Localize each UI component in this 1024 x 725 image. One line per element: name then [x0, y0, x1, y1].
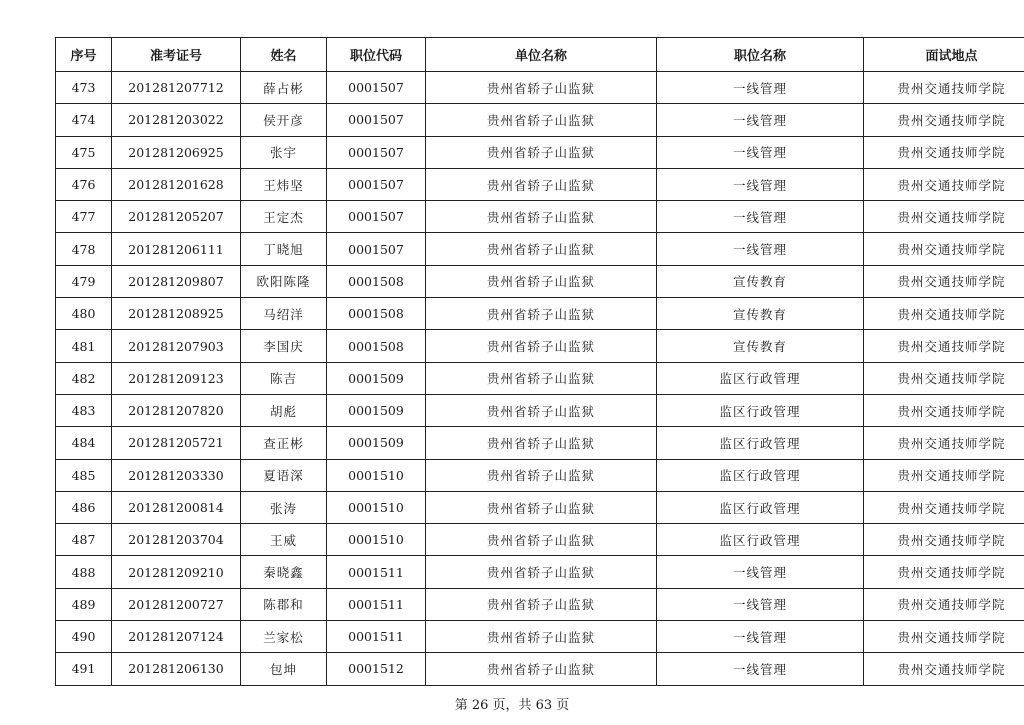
table-row — [56, 72, 1024, 104]
cell-seq: 483 — [56, 394, 112, 426]
table-row — [56, 588, 1024, 620]
cell-position-code: 0001509 — [327, 394, 426, 426]
table-row — [56, 556, 1024, 588]
cell-position-name: 一线管理 — [657, 72, 864, 104]
cell-unit-name: 贵州省轿子山监狱 — [426, 265, 657, 297]
cell-seq: 475 — [56, 136, 112, 168]
cell-position-name: 一线管理 — [657, 104, 864, 136]
table-row — [56, 168, 1024, 200]
table-row — [56, 136, 1024, 168]
cell-name: 丁晓旭 — [241, 233, 327, 265]
cell-unit-name: 贵州省轿子山监狱 — [426, 556, 657, 588]
cell-name: 王威 — [241, 524, 327, 556]
cell-seq: 487 — [56, 524, 112, 556]
cell-position-code: 0001511 — [327, 588, 426, 620]
cell-ticket-number: 201281200727 — [112, 588, 241, 620]
cell-unit-name: 贵州省轿子山监狱 — [426, 588, 657, 620]
cell-position-name: 宣传教育 — [657, 265, 864, 297]
cell-name: 胡彪 — [241, 394, 327, 426]
cell-unit-name: 贵州省轿子山监狱 — [426, 233, 657, 265]
cell-name: 陈吉 — [241, 362, 327, 394]
cell-position-name: 监区行政管理 — [657, 459, 864, 491]
cell-position-code: 0001508 — [327, 330, 426, 362]
cell-ticket-number: 201281207124 — [112, 621, 241, 653]
cell-name: 马绍洋 — [241, 298, 327, 330]
cell-name: 包坤 — [241, 653, 327, 685]
cell-position-name: 一线管理 — [657, 653, 864, 685]
column-header-interview-location: 面试地点 — [864, 38, 1024, 72]
cell-name: 王炜坚 — [241, 168, 327, 200]
cell-seq: 479 — [56, 265, 112, 297]
table-row — [56, 524, 1024, 556]
cell-position-name: 一线管理 — [657, 588, 864, 620]
cell-interview-location: 贵州交通技师学院 — [864, 427, 1024, 459]
cell-position-code: 0001509 — [327, 427, 426, 459]
cell-ticket-number: 201281203022 — [112, 104, 241, 136]
column-header-position-code: 职位代码 — [327, 38, 426, 72]
cell-ticket-number: 201281206130 — [112, 653, 241, 685]
cell-interview-location: 贵州交通技师学院 — [864, 298, 1024, 330]
cell-unit-name: 贵州省轿子山监狱 — [426, 394, 657, 426]
cell-position-code: 0001510 — [327, 459, 426, 491]
cell-position-name: 监区行政管理 — [657, 427, 864, 459]
cell-unit-name: 贵州省轿子山监狱 — [426, 104, 657, 136]
cell-interview-location: 贵州交通技师学院 — [864, 459, 1024, 491]
cell-unit-name: 贵州省轿子山监狱 — [426, 459, 657, 491]
cell-interview-location: 贵州交通技师学院 — [864, 72, 1024, 104]
cell-position-name: 一线管理 — [657, 168, 864, 200]
cell-seq: 484 — [56, 427, 112, 459]
cell-name: 张宇 — [241, 136, 327, 168]
cell-interview-location: 贵州交通技师学院 — [864, 330, 1024, 362]
cell-name: 兰家松 — [241, 621, 327, 653]
cell-name: 侯开彦 — [241, 104, 327, 136]
table-row — [56, 265, 1024, 297]
table-body — [56, 72, 1024, 686]
cell-ticket-number: 201281207903 — [112, 330, 241, 362]
cell-name: 秦晓鑫 — [241, 556, 327, 588]
table-row — [56, 201, 1024, 233]
cell-interview-location: 贵州交通技师学院 — [864, 362, 1024, 394]
interview-roster-table — [55, 37, 1024, 686]
cell-interview-location: 贵州交通技师学院 — [864, 556, 1024, 588]
cell-name: 夏语深 — [241, 459, 327, 491]
cell-name: 薛占彬 — [241, 72, 327, 104]
table-row — [56, 459, 1024, 491]
cell-position-name: 一线管理 — [657, 201, 864, 233]
cell-unit-name: 贵州省轿子山监狱 — [426, 524, 657, 556]
cell-name: 陈郡和 — [241, 588, 327, 620]
cell-unit-name: 贵州省轿子山监狱 — [426, 362, 657, 394]
cell-unit-name: 贵州省轿子山监狱 — [426, 621, 657, 653]
cell-ticket-number: 201281208925 — [112, 298, 241, 330]
cell-interview-location: 贵州交通技师学院 — [864, 136, 1024, 168]
cell-interview-location: 贵州交通技师学院 — [864, 265, 1024, 297]
table-header-row — [56, 38, 1024, 72]
cell-position-code: 0001507 — [327, 104, 426, 136]
cell-seq: 490 — [56, 621, 112, 653]
cell-interview-location: 贵州交通技师学院 — [864, 524, 1024, 556]
cell-interview-location: 贵州交通技师学院 — [864, 491, 1024, 523]
cell-position-name: 监区行政管理 — [657, 491, 864, 523]
column-header-seq: 序号 — [56, 38, 112, 72]
cell-seq: 482 — [56, 362, 112, 394]
cell-interview-location: 贵州交通技师学院 — [864, 588, 1024, 620]
cell-position-code: 0001508 — [327, 298, 426, 330]
cell-position-name: 一线管理 — [657, 233, 864, 265]
cell-name: 王定杰 — [241, 201, 327, 233]
cell-position-name: 监区行政管理 — [657, 394, 864, 426]
cell-position-code: 0001507 — [327, 72, 426, 104]
cell-interview-location: 贵州交通技师学院 — [864, 168, 1024, 200]
cell-ticket-number: 201281201628 — [112, 168, 241, 200]
table-row — [56, 233, 1024, 265]
table-row — [56, 394, 1024, 426]
cell-position-code: 0001510 — [327, 524, 426, 556]
cell-ticket-number: 201281206111 — [112, 233, 241, 265]
cell-unit-name: 贵州省轿子山监狱 — [426, 72, 657, 104]
cell-seq: 477 — [56, 201, 112, 233]
cell-unit-name: 贵州省轿子山监狱 — [426, 330, 657, 362]
cell-unit-name: 贵州省轿子山监狱 — [426, 427, 657, 459]
cell-interview-location: 贵州交通技师学院 — [864, 653, 1024, 685]
table-row — [56, 298, 1024, 330]
cell-position-code: 0001507 — [327, 233, 426, 265]
cell-position-name: 监区行政管理 — [657, 362, 864, 394]
cell-seq: 478 — [56, 233, 112, 265]
table-row — [56, 427, 1024, 459]
cell-seq: 474 — [56, 104, 112, 136]
cell-name: 查正彬 — [241, 427, 327, 459]
cell-name: 欧阳陈隆 — [241, 265, 327, 297]
cell-unit-name: 贵州省轿子山监狱 — [426, 298, 657, 330]
cell-position-code: 0001507 — [327, 136, 426, 168]
cell-ticket-number: 201281205721 — [112, 427, 241, 459]
cell-position-code: 0001507 — [327, 201, 426, 233]
table-row — [56, 362, 1024, 394]
cell-unit-name: 贵州省轿子山监狱 — [426, 653, 657, 685]
cell-position-code: 0001512 — [327, 653, 426, 685]
cell-name: 张涛 — [241, 491, 327, 523]
cell-seq: 485 — [56, 459, 112, 491]
cell-ticket-number: 201281209210 — [112, 556, 241, 588]
cell-ticket-number: 201281205207 — [112, 201, 241, 233]
table-row — [56, 621, 1024, 653]
cell-ticket-number: 201281203330 — [112, 459, 241, 491]
cell-seq: 480 — [56, 298, 112, 330]
cell-position-code: 0001507 — [327, 168, 426, 200]
cell-seq: 473 — [56, 72, 112, 104]
cell-unit-name: 贵州省轿子山监狱 — [426, 201, 657, 233]
cell-unit-name: 贵州省轿子山监狱 — [426, 168, 657, 200]
cell-seq: 481 — [56, 330, 112, 362]
cell-seq: 489 — [56, 588, 112, 620]
cell-position-code: 0001511 — [327, 621, 426, 653]
cell-ticket-number: 201281200814 — [112, 491, 241, 523]
cell-seq: 491 — [56, 653, 112, 685]
column-header-ticket-number: 准考证号 — [112, 38, 241, 72]
cell-interview-location: 贵州交通技师学院 — [864, 621, 1024, 653]
page-number-footer: 第 26 页，共 63 页 — [454, 698, 570, 713]
cell-position-name: 监区行政管理 — [657, 524, 864, 556]
cell-position-code: 0001509 — [327, 362, 426, 394]
cell-position-name: 一线管理 — [657, 136, 864, 168]
table-row — [56, 330, 1024, 362]
cell-position-name: 宣传教育 — [657, 298, 864, 330]
table-row — [56, 653, 1024, 685]
cell-unit-name: 贵州省轿子山监狱 — [426, 136, 657, 168]
cell-ticket-number: 201281207820 — [112, 394, 241, 426]
cell-name: 李国庆 — [241, 330, 327, 362]
column-header-name: 姓名 — [241, 38, 327, 72]
column-header-unit-name: 单位名称 — [426, 38, 657, 72]
cell-position-code: 0001511 — [327, 556, 426, 588]
cell-interview-location: 贵州交通技师学院 — [864, 201, 1024, 233]
cell-interview-location: 贵州交通技师学院 — [864, 394, 1024, 426]
cell-position-code: 0001508 — [327, 265, 426, 297]
cell-unit-name: 贵州省轿子山监狱 — [426, 491, 657, 523]
cell-ticket-number: 201281207712 — [112, 72, 241, 104]
cell-position-name: 一线管理 — [657, 621, 864, 653]
cell-ticket-number: 201281206925 — [112, 136, 241, 168]
cell-seq: 476 — [56, 168, 112, 200]
cell-position-name: 宣传教育 — [657, 330, 864, 362]
cell-position-code: 0001510 — [327, 491, 426, 523]
cell-position-name: 一线管理 — [657, 556, 864, 588]
cell-ticket-number: 201281203704 — [112, 524, 241, 556]
table-row — [56, 491, 1024, 523]
cell-seq: 486 — [56, 491, 112, 523]
cell-interview-location: 贵州交通技师学院 — [864, 233, 1024, 265]
column-header-position-name: 职位名称 — [657, 38, 864, 72]
cell-interview-location: 贵州交通技师学院 — [864, 104, 1024, 136]
cell-ticket-number: 201281209123 — [112, 362, 241, 394]
table-row — [56, 104, 1024, 136]
cell-seq: 488 — [56, 556, 112, 588]
cell-ticket-number: 201281209807 — [112, 265, 241, 297]
